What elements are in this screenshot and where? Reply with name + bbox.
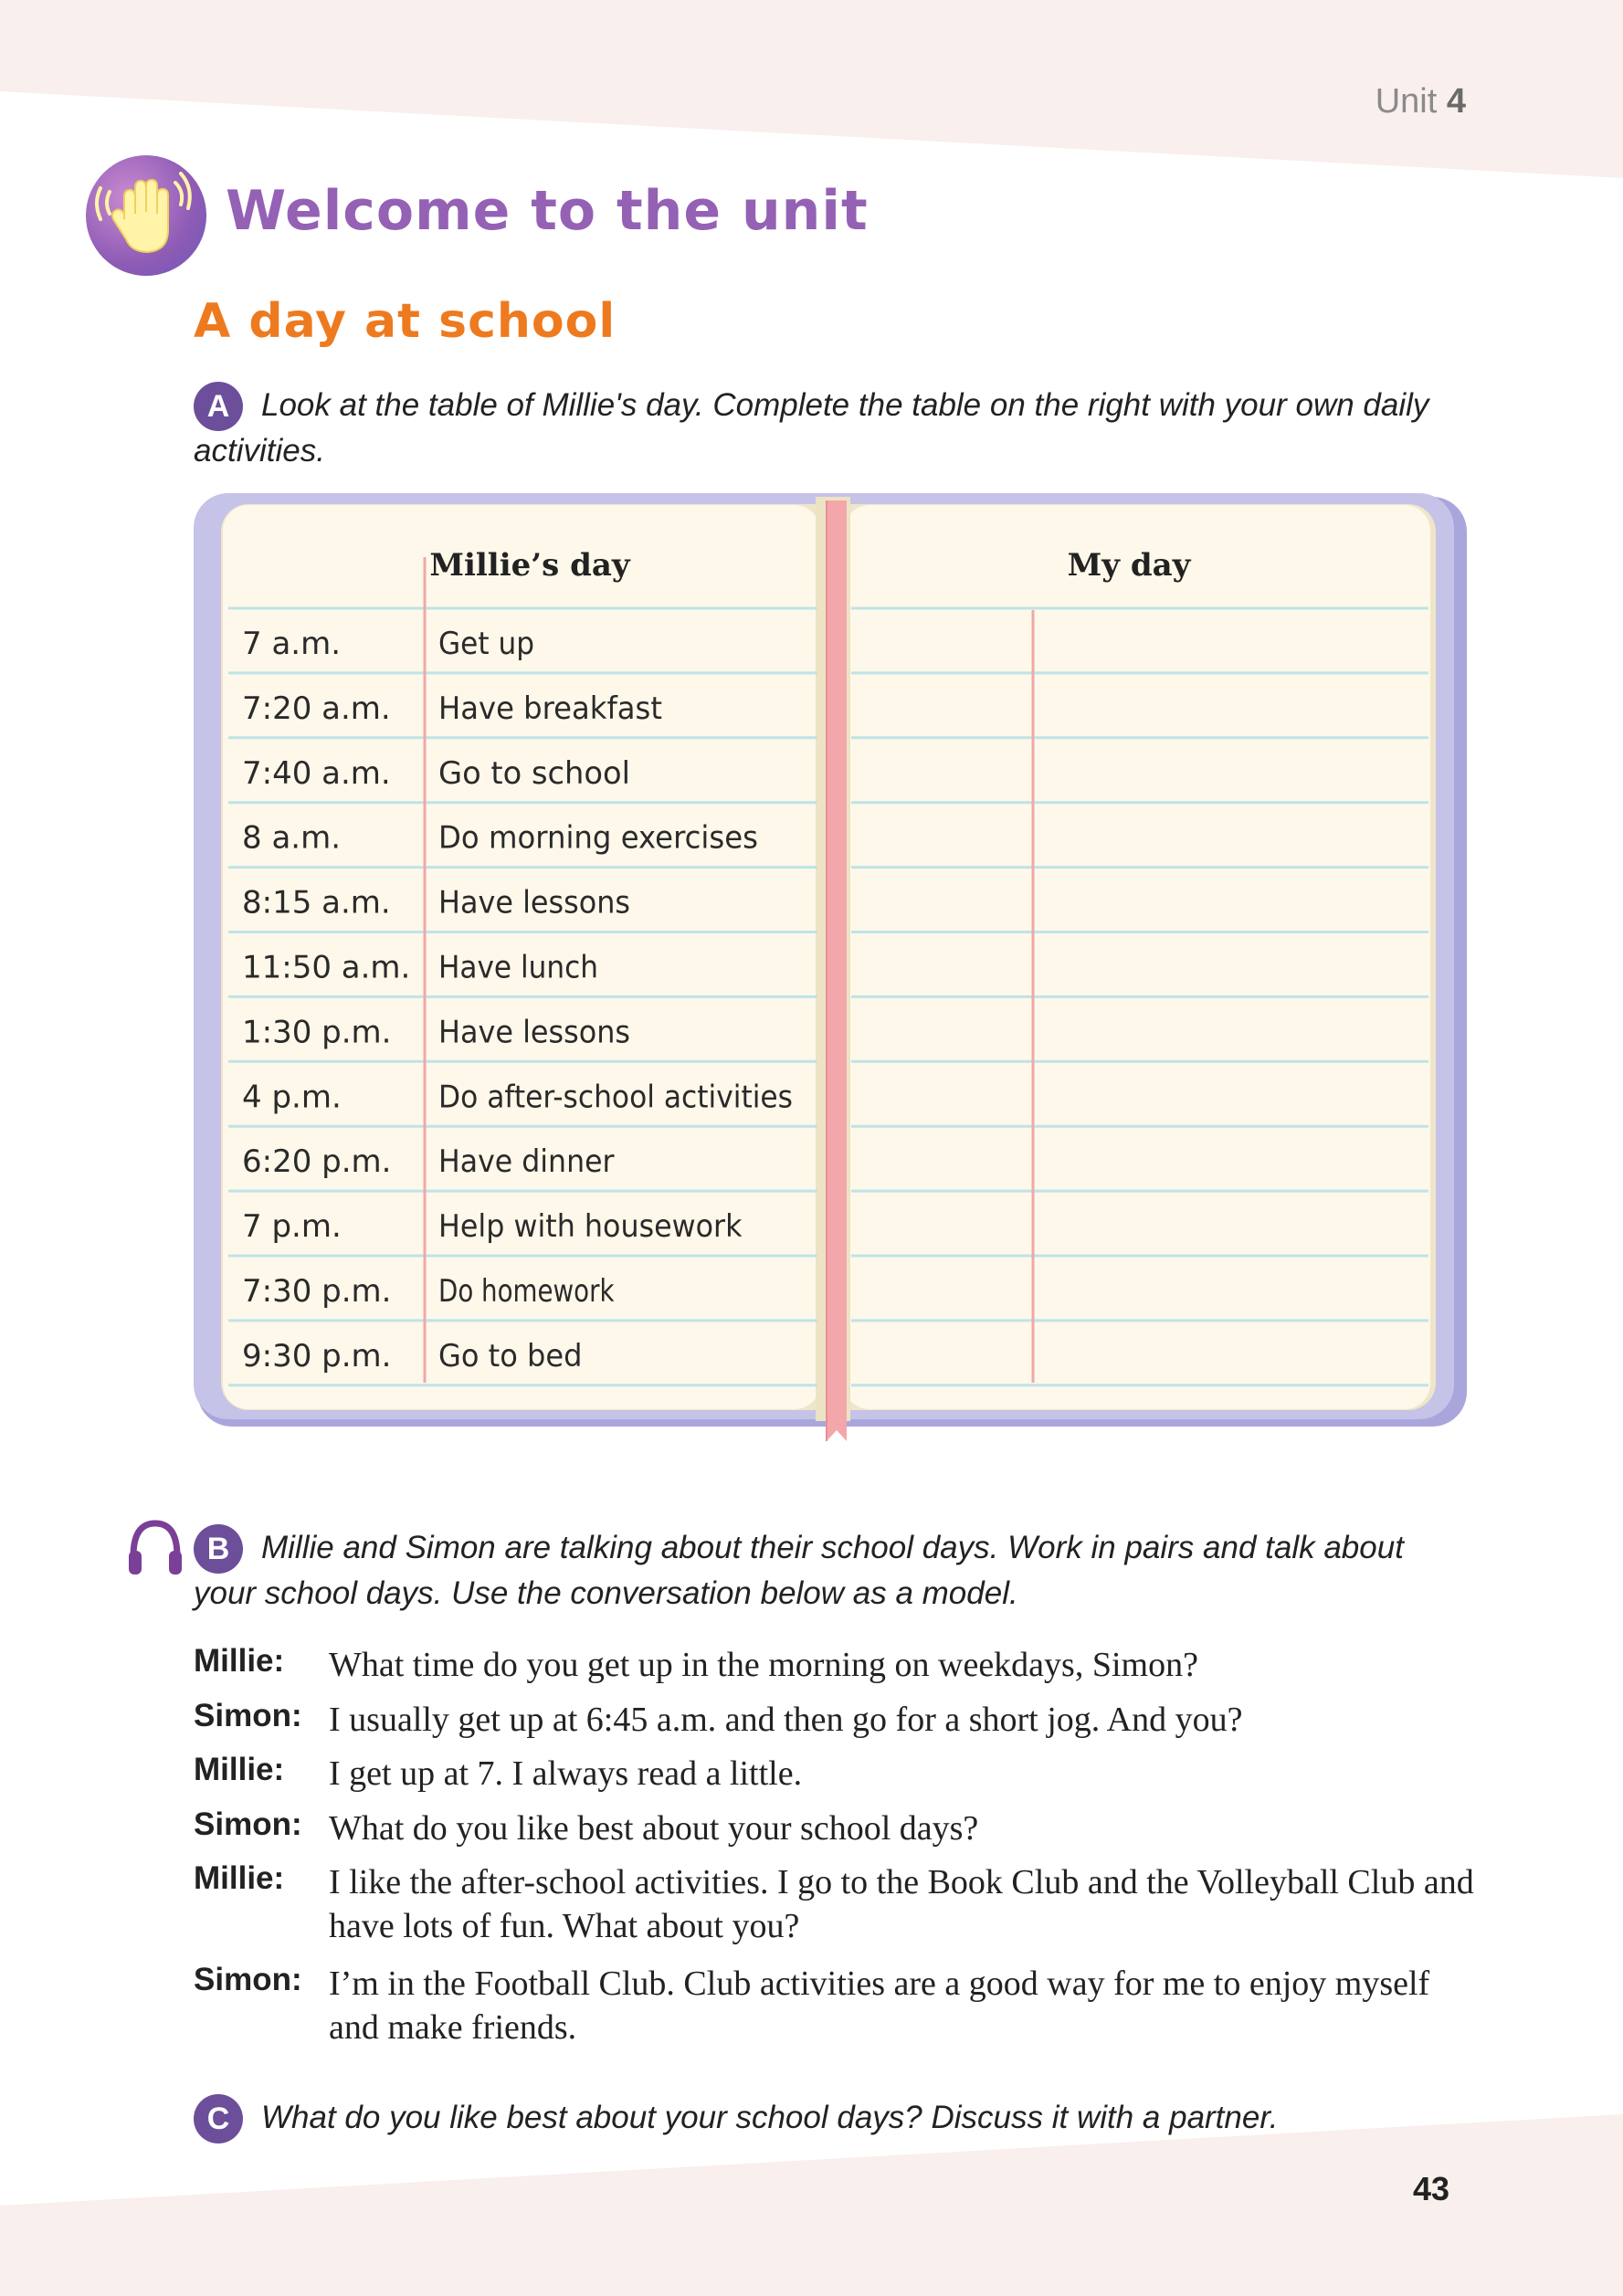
section-title: A day at school	[194, 294, 617, 349]
row-time: 6:20 p.m.	[242, 1143, 392, 1181]
row-time: 7 a.m.	[242, 626, 342, 662]
row-activity: Do after-school activities	[438, 1079, 793, 1116]
headphones-icon	[126, 1516, 184, 1578]
row-time: 7:20 a.m.	[242, 690, 391, 727]
row-activity: Have lessons	[438, 1014, 630, 1051]
speaker: Simon:	[194, 1806, 302, 1842]
utterance: What do you like best about your school days?	[329, 1809, 979, 1848]
row-time: 1:30 p.m.	[242, 1014, 392, 1051]
utterance: I get up at 7. I always read a little.	[329, 1754, 803, 1793]
speaker: Millie:	[194, 1643, 285, 1679]
row-time: 8:15 a.m.	[242, 884, 391, 922]
row-activity: Do homework	[438, 1273, 615, 1310]
row-time: 7:30 p.m.	[242, 1273, 392, 1310]
task-c-badge: C	[194, 2094, 243, 2143]
row-activity: Have breakfast	[438, 690, 662, 727]
utterance: I like the after-school activities. I go to the Book Club and the Volleyball Club and have lots of fun. What about you?	[329, 1863, 1474, 1945]
row-activity: Get up	[438, 626, 534, 662]
task-a-badge: A	[194, 382, 243, 431]
utterance: What time do you get up in the morning on weekdays, Simon?	[329, 1646, 1198, 1684]
utterance: I’m in the Football Club. Club activities are a good way for me to enjoy myself and make friends.	[329, 1964, 1430, 2047]
row-activity: Do morning exercises	[438, 819, 758, 857]
left-table-header: Millie’s day	[429, 547, 630, 584]
row-time: 8 a.m.	[242, 819, 342, 857]
row-activity: Go to bed	[438, 1337, 583, 1374]
speaker: Simon:	[194, 1698, 302, 1733]
row-time: 4 p.m.	[242, 1079, 342, 1116]
row-time: 7:40 a.m.	[242, 754, 391, 792]
speaker: Millie:	[194, 1860, 285, 1896]
row-activity: Help with housework	[438, 1208, 743, 1246]
row-activity: Have lessons	[438, 884, 630, 922]
notebook-page-right	[844, 505, 1430, 1409]
row-activity: Have dinner	[438, 1143, 615, 1181]
row-time: 11:50 a.m.	[242, 949, 411, 986]
task-b-instruction-line2: your school days. Use the conversation below as a model.	[194, 1575, 1018, 1611]
row-activity: Have lunch	[438, 949, 598, 986]
task-a-instruction-line1: Look at the table of Millie's day. Complete the table on the right with your own daily	[261, 387, 1429, 423]
page-number: 43	[1412, 2170, 1449, 2207]
speaker: Simon:	[194, 1962, 302, 1997]
row-activity: Go to school	[438, 754, 630, 792]
bookmark-ribbon	[827, 500, 847, 1441]
speaker: Millie:	[194, 1752, 285, 1787]
task-b-badge: B	[194, 1524, 243, 1574]
right-table-header: My day	[1067, 547, 1191, 584]
welcome-title: Welcome to the unit	[226, 179, 869, 243]
unit-label: Unit 4	[1375, 82, 1466, 121]
task-a-instruction-line2: activities.	[194, 433, 325, 469]
utterance: I usually get up at 6:45 a.m. and then go for a short jog. And you?	[329, 1701, 1243, 1739]
row-time: 9:30 p.m.	[242, 1337, 392, 1374]
task-c-instruction: What do you like best about your school days? Discuss it with a partner.	[261, 2100, 1279, 2135]
row-time: 7 p.m.	[242, 1208, 342, 1246]
task-b-instruction-line1: Millie and Simon are talking about their school days. Work in pairs and talk about	[261, 1530, 1404, 1565]
